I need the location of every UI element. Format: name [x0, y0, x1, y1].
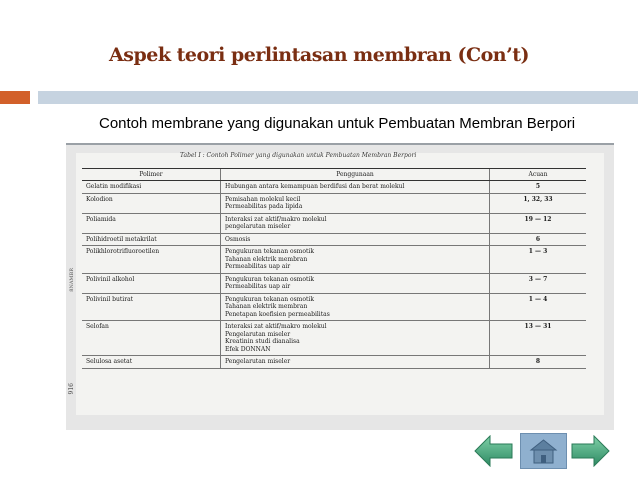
home-button[interactable]	[520, 433, 567, 469]
cell-acuan: 3 — 7	[490, 273, 587, 293]
page-number: 916	[68, 383, 75, 395]
cell-polimer: Poliamida	[82, 213, 221, 233]
cell-polimer: Polikhlorotrifluoroetilen	[82, 246, 221, 274]
cell-polimer: Gelatin modifikasi	[82, 181, 221, 194]
cell-penggunaan: Interaksi zat aktif/makro molekul Pengelarutan miseler Kreatinin studi dianalisa Efek DONNAN	[221, 321, 490, 356]
cell-polimer: Polihidroetil metakrilat	[82, 233, 221, 246]
cell-polimer: Selofan	[82, 321, 221, 356]
accent-bar-gap	[30, 91, 38, 104]
cell-penggunaan: Pemisahan molekul kecil Permeabilitas pada lipida	[221, 193, 490, 213]
cell-acuan: 1, 32, 33	[490, 193, 587, 213]
slide-subtitle: Contoh membrane yang digunakan untuk Pembuatan Membran Berpori	[99, 115, 576, 132]
cell-penggunaan: Interaksi zat aktif/makro molekul pengelarutan miseler	[221, 213, 490, 233]
next-slide-button[interactable]	[571, 435, 610, 467]
cell-acuan: 19 — 12	[490, 213, 587, 233]
slide-title: Aspek teori perlintasan membran (Con’t)	[109, 44, 529, 66]
accent-bar-orange	[0, 91, 30, 104]
accent-bar-blue	[38, 91, 638, 104]
cell-polimer: Kolodion	[82, 193, 221, 213]
side-label: 8NAMBR	[69, 268, 75, 292]
cell-polimer: Polivinil alkohol	[82, 273, 221, 293]
table-row	[82, 246, 586, 274]
home-icon	[521, 434, 566, 468]
header-polimer: Polimer	[82, 169, 221, 181]
cell-penggunaan: Pengukuran tekanan osmotik Permeabilitas uap air	[221, 273, 490, 293]
table-row	[82, 321, 586, 356]
table-row	[82, 233, 586, 246]
table-caption: Tabel I : Contoh Polimer yang digunakan untuk Pembuatan Membran Berpori	[180, 152, 417, 159]
table-row	[82, 273, 586, 293]
cell-penggunaan: Pengukuran tekanan osmotik Tahanan elektrik membran Permeabilitas uap air	[221, 246, 490, 274]
cell-polimer: Polivinil butirat	[82, 293, 221, 321]
cell-acuan: 6	[490, 233, 587, 246]
table-row	[82, 356, 586, 369]
table-row	[82, 193, 586, 213]
cell-penggunaan: Pengukuran tekanan osmotik Tahanan elektrik membran Penetapan koefisien permeabilitas	[221, 293, 490, 321]
header-acuan: Acuan	[490, 169, 587, 181]
cell-acuan: 13 — 31	[490, 321, 587, 356]
table-header-row	[82, 169, 586, 181]
table-row	[82, 293, 586, 321]
cell-acuan: 1 — 4	[490, 293, 587, 321]
cell-penggunaan: Pengelarutan miseler	[221, 356, 490, 369]
prev-slide-button[interactable]	[474, 435, 513, 467]
cell-acuan: 1 — 3	[490, 246, 587, 274]
cell-penggunaan: Osmosis	[221, 233, 490, 246]
arrow-right-icon	[571, 435, 610, 467]
cell-acuan: 8	[490, 356, 587, 369]
cell-polimer: Selulosa asetat	[82, 356, 221, 369]
cell-penggunaan: Hubungan antara kemampuan berdifusi dan berat molekul	[221, 181, 490, 194]
header-penggunaan: Penggunaan	[221, 169, 490, 181]
table-row	[82, 213, 586, 233]
polymer-table	[82, 168, 586, 369]
table-row	[82, 181, 586, 194]
cell-acuan: 5	[490, 181, 587, 194]
arrow-left-icon	[474, 435, 513, 467]
